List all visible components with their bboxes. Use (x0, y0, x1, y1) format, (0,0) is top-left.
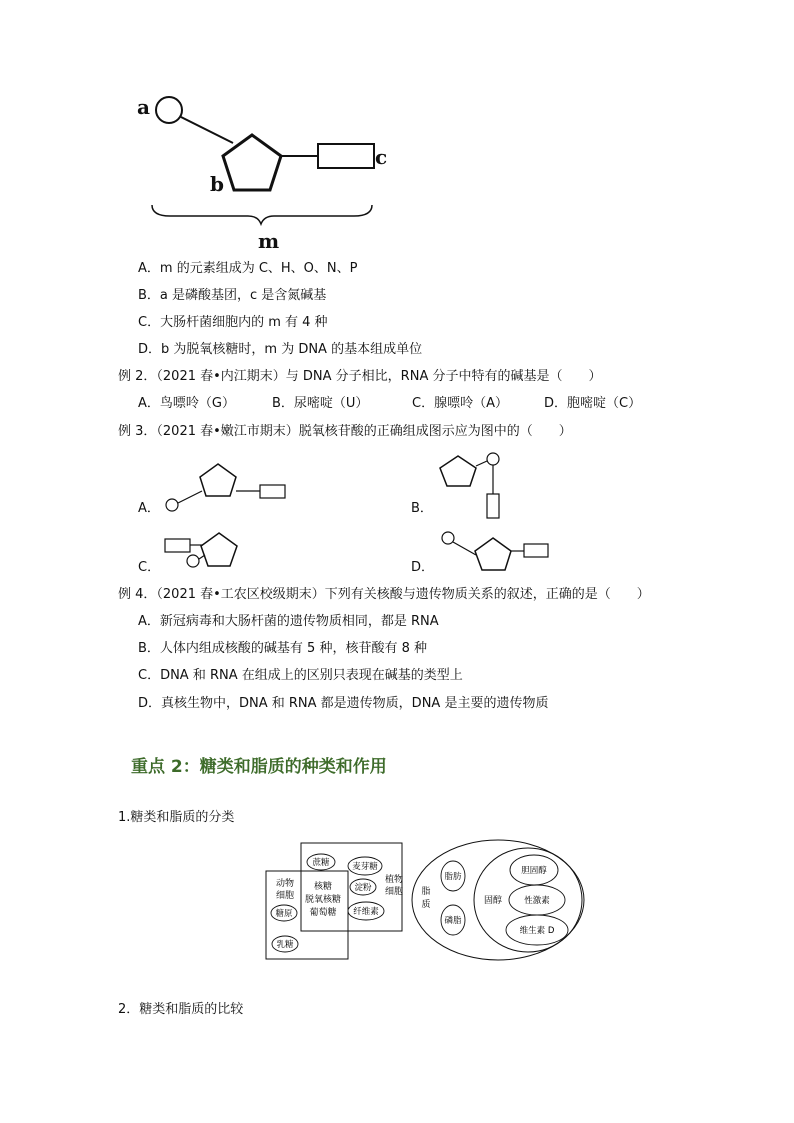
plant-cell-label-1: 植物 (384, 875, 404, 885)
lipid-label-1: 脂 (421, 887, 431, 897)
starch: 淀粉 (354, 883, 372, 893)
maltose: 麦芽糖 (352, 862, 378, 872)
cellulose: 纤维素 (353, 907, 379, 917)
sugar-venn-diagram (265, 842, 407, 960)
cholesterol: 胆固醇 (521, 866, 547, 876)
q4-stem: 例 4．（2021 春•工农区校级期末）下列有关核酸与遗传物质关系的叙述，正确的是（ ） (118, 587, 650, 602)
label-b: b (210, 172, 224, 196)
lipid-nested-diagram (408, 838, 590, 966)
q2-option-a: A．鸟嘌呤（G） (138, 396, 235, 411)
phospholipid: 磷脂 (444, 916, 462, 926)
sterol: 固醇 (483, 896, 503, 906)
q1-option-b: B．a 是磷酸基团，c 是含氮碱基 (138, 288, 327, 303)
sucrose: 蔗糖 (312, 858, 330, 868)
glycogen: 糖原 (275, 909, 293, 919)
ribose: 核糖 (313, 882, 333, 892)
animal-cell-label-2: 细胞 (275, 891, 295, 901)
lactose: 乳糖 (276, 940, 294, 950)
q4-option-c: C．DNA 和 RNA 在组成上的区别只表现在碱基的类型上 (138, 668, 463, 683)
label-a: a (137, 95, 150, 119)
subheading-comparison: 2．糖类和脂质的比较 (118, 1002, 244, 1017)
nucleotide-drawing (140, 90, 390, 230)
q2-option-b: B．尿嘧啶（U） (272, 396, 369, 411)
q3-figure-b (438, 452, 508, 522)
section-heading: 重点 2：糖类和脂质的种类和作用 (131, 757, 387, 777)
deoxyribose: 脱氧核糖 (304, 895, 342, 905)
q2-option-c: C．腺嘌呤（A） (412, 396, 508, 411)
q4-option-b: B．人体内组成核酸的碱基有 5 种，核苷酸有 8 种 (138, 641, 427, 656)
label-c: c (375, 145, 388, 169)
q4-option-d: D．真核生物中，DNA 和 RNA 都是遗传物质，DNA 是主要的遗传物质 (138, 696, 549, 711)
q3-figure-d (438, 528, 553, 578)
q3-figure-a (160, 458, 290, 518)
q3-label-b: B． (411, 501, 433, 516)
q3-label-a: A． (138, 501, 160, 516)
animal-cell-label-1: 动物 (275, 879, 295, 889)
subheading-classification: 1.糖类和脂质的分类 (118, 810, 235, 825)
q4-option-a: A．新冠病毒和大肠杆菌的遗传物质相同，都是 RNA (138, 614, 439, 629)
q2-stem: 例 2．（2021 春•内江期末）与 DNA 分子相比，RNA 分子中特有的碱基是（ ） (118, 369, 602, 384)
plant-cell-label-2: 细胞 (384, 887, 404, 897)
q3-label-c: C． (138, 560, 161, 575)
q3-figure-c (163, 528, 243, 574)
lipid-label-2: 质 (421, 900, 431, 910)
glucose: 葡萄糖 (309, 908, 337, 918)
label-m: m (258, 229, 280, 253)
fat: 脂肪 (444, 872, 462, 882)
q1-option-a: A．m 的元素组成为 C、H、O、N、P (138, 261, 358, 276)
q1-option-d: D．b 为脱氧核糖时，m 为 DNA 的基本组成单位 (138, 342, 423, 357)
q3-label-d: D． (411, 560, 435, 575)
vitamin-d: 维生素 D (519, 926, 555, 936)
sex-hormone: 性激素 (524, 896, 550, 906)
q3-stem: 例 3．（2021 春•嫩江市期末）脱氧核苷酸的正确组成图示应为图中的（ ） (118, 424, 572, 439)
q1-option-c: C．大肠杆菌细胞内的 m 有 4 种 (138, 315, 328, 330)
q2-option-d: D．胞嘧啶（C） (544, 396, 642, 411)
